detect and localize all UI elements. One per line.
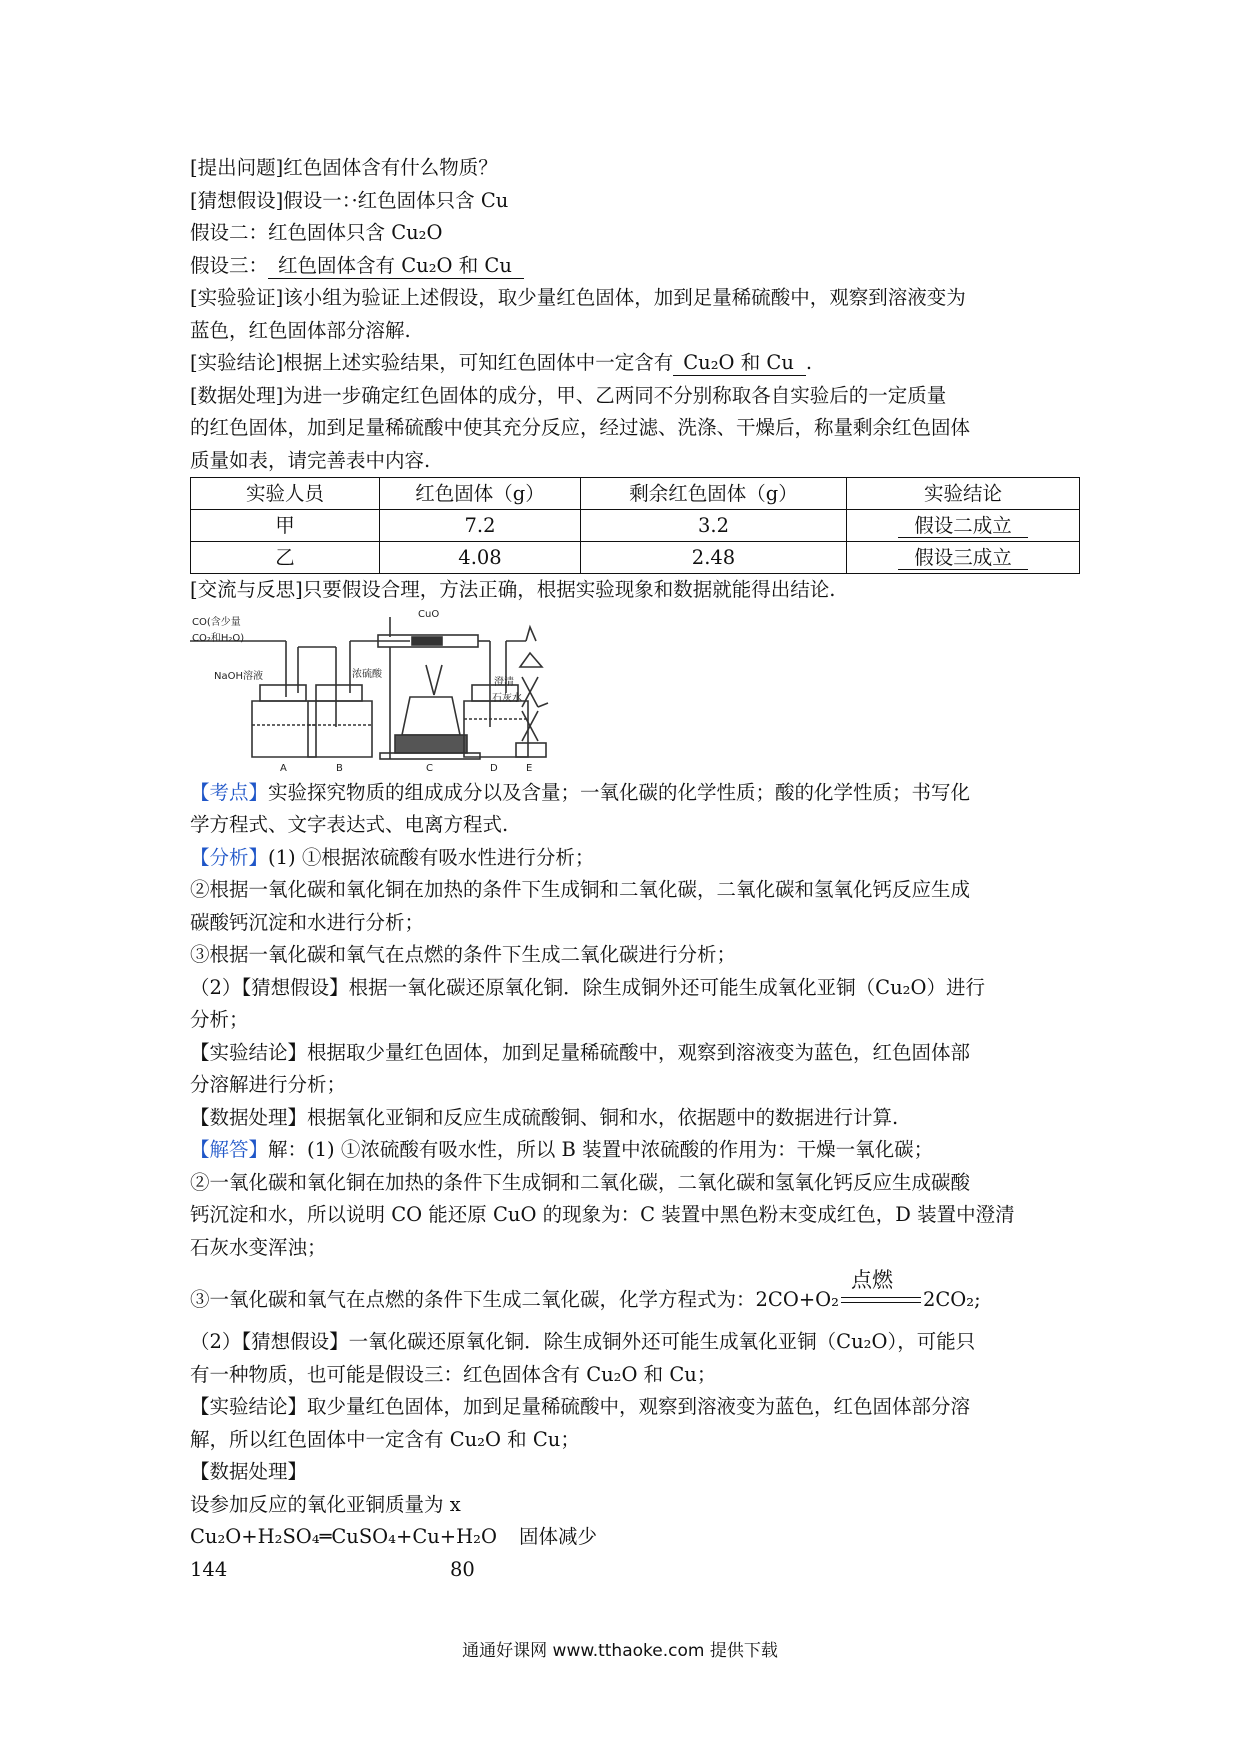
jieda-line: 【解答】解：(1) ①浓硫酸有吸水性，所以 B 装置中浓硫酸的作用为：干燥一氧化碳； xyxy=(190,1138,934,1161)
part2-line: （2）【猜想假设】一氧化碳还原氧化铜．除生成铜外还可能生成氧化亚铜（Cu₂O），可能只 xyxy=(190,1330,976,1353)
label-D: D xyxy=(490,762,498,774)
hypothesis-3: 假设三： 红色固体含有 Cu₂O 和 Cu xyxy=(190,250,1080,283)
jieda-tag: 【解答】 xyxy=(190,1138,269,1161)
data-processing-1: [数据处理]为进一步确定红色固体的成分，甲、乙两同不分别称取各自实验后的一定质量 xyxy=(190,383,947,407)
results-table xyxy=(190,477,1080,574)
label-gas-1: CO(含少量 xyxy=(192,616,241,628)
combustion-equation: ③一氧化碳和氧气在点燃的条件下生成二氧化碳，化学方程式为：2CO+O₂ 点燃 2CO₂; xyxy=(190,1264,1080,1326)
part2-line: 解，所以红色固体中一定含有 Cu₂O 和 Cu； xyxy=(190,1427,580,1451)
fenxi-tag: 【分析】 xyxy=(190,845,269,869)
label-C: C xyxy=(426,762,433,774)
label-limewater-1: 澄清 xyxy=(494,676,514,688)
table-header: 实验结论 xyxy=(847,478,1080,510)
footer-credit: 通通好课网 www.tthaoke.com 提供下载 xyxy=(462,1641,778,1661)
label-naoh: NaOH溶液 xyxy=(214,670,263,682)
kaodian-line-2: 学方程式、文字表达式、电离方程式. xyxy=(190,813,509,836)
analysis-line: ③根据一氧化碳和氧气在点燃的条件下生成二氧化碳进行分析； xyxy=(190,943,737,966)
kaodian-line: 【考点】实验探究物质的组成成分以及含量；一氧化碳的化学性质；酸的化学性质；书写化 xyxy=(190,780,971,804)
mass-row: 144 80 xyxy=(190,1557,475,1581)
table-header: 实验人员 xyxy=(191,478,380,510)
label-E: E xyxy=(526,762,533,774)
conclusion-line: [实验结论]根据上述实验结果，可知红色固体中一定含有 Cu₂O 和 Cu . xyxy=(190,351,813,374)
data-processing-3: 质量如表，请完善表中内容. xyxy=(190,448,431,472)
answer-line: ②一氧化碳和氧化铜在加热的条件下生成铜和二氧化碳，二氧化碳和氢氧化钙反应生成碳酸 xyxy=(190,1170,971,1194)
fenxi-line: 【分析】(1) ①根据浓硫酸有吸水性进行分析； xyxy=(190,845,595,869)
question-line: [提出问题]红色固体含有什么物质？ xyxy=(190,156,498,179)
analysis-line: ②根据一氧化碳和氧化铜在加热的条件下生成铜和二氧化碳，二氧化碳和氢氧化钙反应生成 xyxy=(190,878,971,901)
data-processing-2: 的红色固体，加到足量稀硫酸中使其充分反应，经过滤、洗涤、干燥后，称量剩余红色固体 xyxy=(190,416,971,439)
label-limewater-2: 石灰水 xyxy=(492,692,522,704)
apparatus-figure xyxy=(190,607,1080,777)
table-header: 红色固体（g） xyxy=(380,478,581,510)
answer-line: 石灰水变浑浊； xyxy=(190,1235,327,1259)
table-answer: 假设三成立 xyxy=(898,547,1028,570)
label-cuo: CuO xyxy=(418,608,440,620)
analysis-line: 【数据处理】根据氧化亚铜和反应生成硫酸铜、铜和水，依据题中的数据进行计算. xyxy=(190,1105,899,1129)
hypothesis-1: [猜想假设]假设一：·红色固体只含 Cu xyxy=(190,188,509,212)
part2-line: 设参加反应的氧化亚铜质量为 x xyxy=(190,1492,461,1516)
exchange-line: [交流与反思]只要假设合理，方法正确，根据实验现象和数据就能得出结论. xyxy=(190,578,836,601)
analysis-line: 碳酸钙沉淀和水进行分析； xyxy=(190,910,425,934)
kaodian-tag: 【考点】 xyxy=(190,780,269,804)
table-row: 甲 7.2 3.2 假设二成立 xyxy=(191,510,1080,542)
analysis-line: （2）【猜想假设】根据一氧化碳还原氧化铜．除生成铜外还可能生成氧化亚铜（Cu₂O）进行 xyxy=(190,975,985,999)
part2-line: 【数据处理】 xyxy=(190,1460,308,1483)
label-gas-2: CO₂和H₂O) xyxy=(192,632,245,644)
hypothesis-3-answer: 红色固体含有 Cu₂O 和 Cu xyxy=(268,254,524,279)
label-B: B xyxy=(336,762,343,774)
part2-line: 有一种物质，也可能是假设三：红色固体含有 Cu₂O 和 Cu； xyxy=(190,1362,717,1386)
label-A: A xyxy=(280,762,287,774)
conclusion-answer: Cu₂O 和 Cu xyxy=(673,351,806,376)
table-row: 乙 4.08 2.48 假设三成立 xyxy=(191,542,1080,574)
table-header: 剩余红色固体（g） xyxy=(581,478,847,510)
table-answer: 假设二成立 xyxy=(898,515,1028,538)
reaction-condition: 点燃 xyxy=(850,1268,893,1292)
reaction-arrow xyxy=(839,1268,923,1316)
table-header-row xyxy=(191,478,1080,510)
document-body xyxy=(190,152,1080,1586)
verify-line-2: 蓝色，红色固体部分溶解. xyxy=(190,318,411,342)
label-h2so4: 浓硫酸 xyxy=(352,668,382,680)
answer-line: 钙沉淀和水，所以说明 CO 能还原 CuO 的现象为：C 装置中黑色粉末变成红色，D 装置中澄清 xyxy=(190,1203,1015,1226)
analysis-line: 分溶解进行分析； xyxy=(190,1073,347,1096)
analysis-line: 分析； xyxy=(190,1008,249,1031)
reaction-formula: Cu₂O+H₂SO₄═CuSO₄+Cu+H₂O 固体减少 xyxy=(190,1525,597,1548)
part2-line: 【实验结论】取少量红色固体，加到足量稀硫酸中，观察到溶液变为蓝色，红色固体部分溶 xyxy=(190,1395,971,1418)
hypothesis-2: 假设二：红色固体只含 Cu₂O xyxy=(190,221,443,244)
analysis-line: 【实验结论】根据取少量红色固体，加到足量稀硫酸中，观察到溶液变为蓝色，红色固体部 xyxy=(190,1040,971,1064)
verify-line-1: [实验验证]该小组为验证上述假设，取少量红色固体，加到足量稀硫酸中，观察到溶液变为 xyxy=(190,286,966,309)
